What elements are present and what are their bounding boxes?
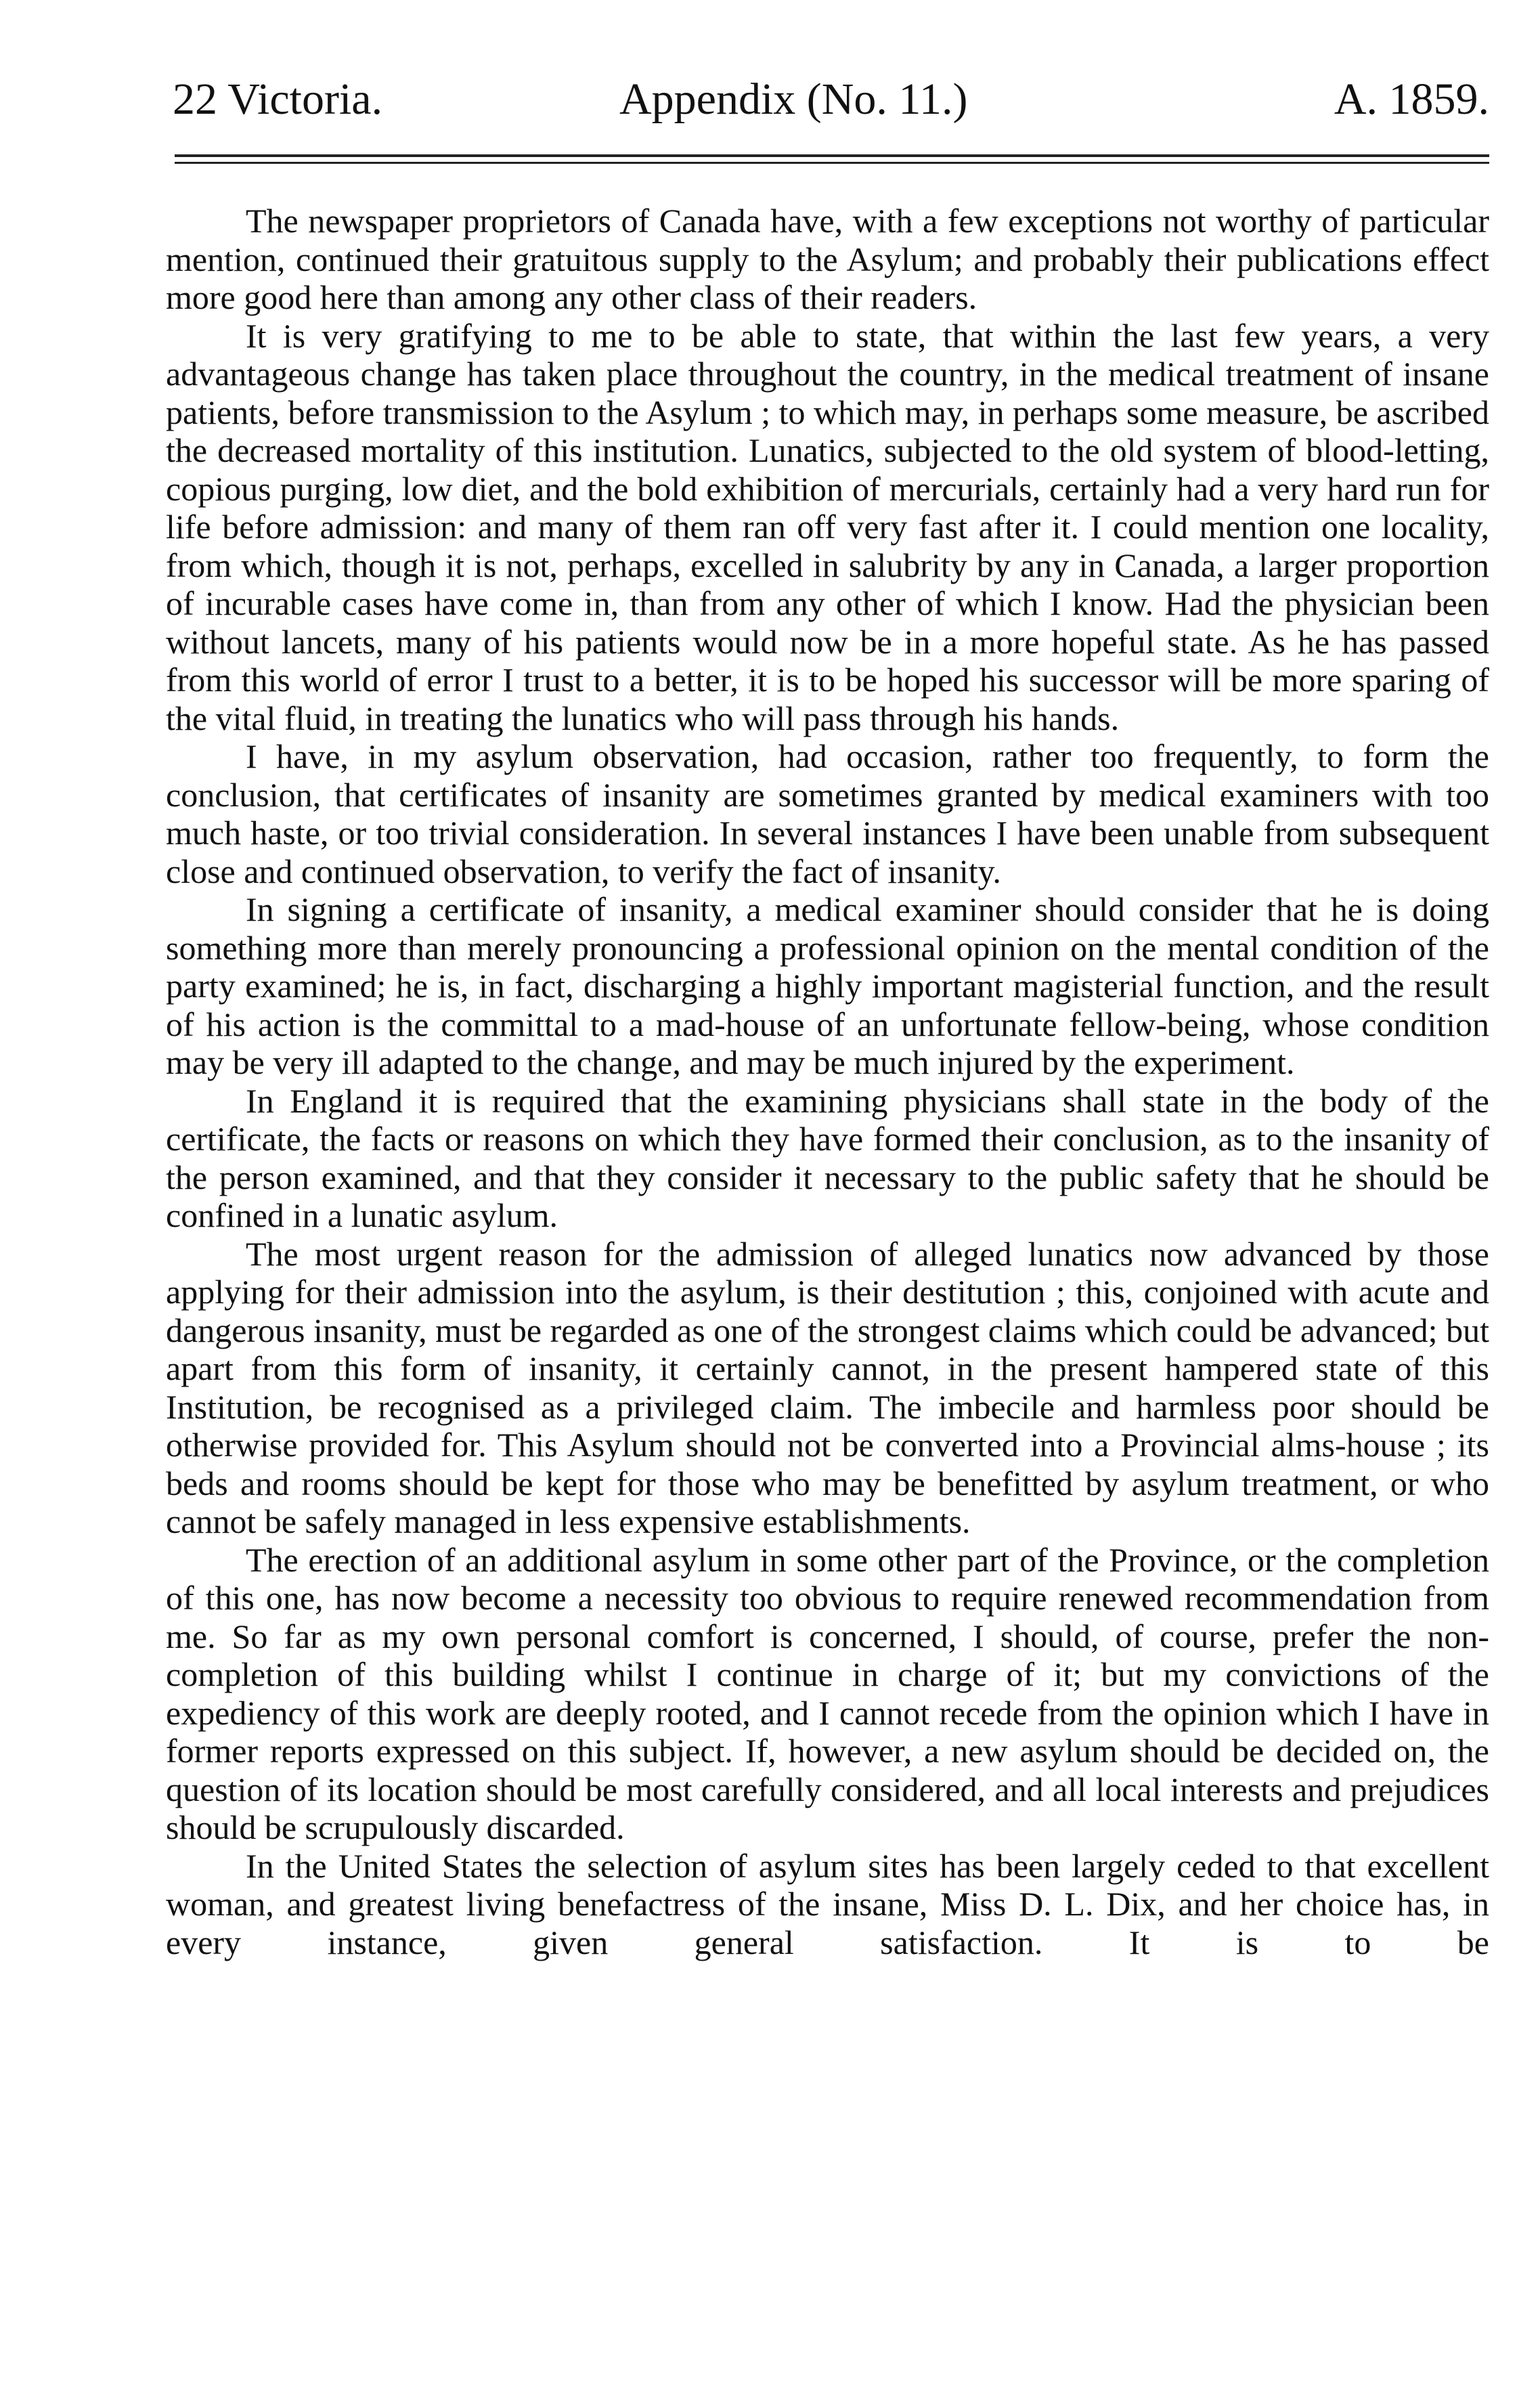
paragraph-newspapers: The newspaper proprietors of Canada have, with a few exceptions not worthy of particular mention, continued their gratuitous supply to the Asylum; and probably their publications effect more good here than among any other class of their readers. [166,202,1489,316]
header-appendix: Appendix (No. 11.) [619,74,968,124]
header-year: A. 1859. [1334,74,1489,124]
paragraph-additional-asylum: The erection of an additional asylum in some other part of the Province, or the completion of this one, has now become a necessity too obvious to require renewed recommendation from me. So far as my own personal comfort is concerned, I should, of course, prefer the non-completion of this building whilst I continue in charge of it; but my convictions of the expediency of this work are deeply rooted, and I cannot recede from the opinion which I have in former reports expressed on this subject. If, however, a new asylum should be decided on, the question of its location should be most carefully considered, and all local interests and prejudices should be scrupulously discarded. [166,1540,1489,1846]
paragraph-admission-reasons: The most urgent reason for the admission of alleged lunatics now advanced by those applying for their admission into the asylum, is their destitution ; this, conjoined with acute and dangerous insanity, must be regarded as one of the strongest claims which could be advanced; but apart from this form of insanity, it certainly cannot, in the present hampered state of this Institution, be recognised as a privileged claim. The imbecile and harmless poor should be otherwise provided for. This Asylum should not be converted into a Provincial alms-house ; its beds and rooms should be kept for those who may be benefitted by asylum treatment, or who cannot be safely managed in less expensive establishments. [166,1234,1489,1540]
paragraph-signing-certificate: In signing a certificate of insanity, a medical examiner should consider that he is doing something more than merely pronouncing a professional opinion on the mental condition of the party examined; he is, in fact, discharging a highly important magisterial function, and the result of his action is the committal to a mad-house of an unfortunate fellow-being, whose condition may be very ill adapted to the change, and may be much injured by the experiment. [166,890,1489,1081]
body-text [166,202,1489,1961]
paragraph-medical-treatment: It is very gratifying to me to be able to state, that within the last few years, a very advantageous change has taken place throughout the country, in the medical treatment of insane patients, before transmission to the Asylum ; to which may, in perhaps some measure, be ascribed the decreased mortality of this institution. Lunatics, subjected to the old system of blood-letting, copious purging, low diet, and the bold exhibition of mercurials, certainly had a very hard run for life before admission: and many of them ran off very fast after it. I could mention one locality, from which, though it is not, perhaps, excelled in salubrity by any in Canada, a larger proportion of incurable cases have come in, than from any other of which I know. Had the physician been without lancets, many of his patients would now be in a more hopeful state. As he has passed from this world of error I trust to a better, it is to be hoped his successor will be more sparing of the vital fluid, in treating the lunatics who will pass through his hands. [166,316,1489,737]
paragraph-england: In England it is required that the examining physicians shall state in the body of the certificate, the facts or reasons on which they have formed their conclusion, as to the insanity of the person examined, and that they consider it necessary to the public safety that he should be confined in a lunatic asylum. [166,1081,1489,1234]
header-rule-bottom [175,162,1489,164]
header-session: 22 Victoria. [173,74,383,124]
header-rule-top [175,154,1489,157]
paragraph-united-states: In the United States the selection of asylum sites has been largely ceded to that excellent woman, and greatest living benefactress of the insane, Miss D. L. Dix, and her choice has, in every instance, given general satisfaction. It is to be [166,1846,1489,1961]
paragraph-certificates: I have, in my asylum observation, had occasion, rather too frequently, to form the conclusion, that certificates of insanity are sometimes granted by medical examiners with too much haste, or too trivial consideration. In several instances I have been unable from subsequent close and continued observation, to verify the fact of insanity. [166,737,1489,890]
page-header [173,62,1489,137]
